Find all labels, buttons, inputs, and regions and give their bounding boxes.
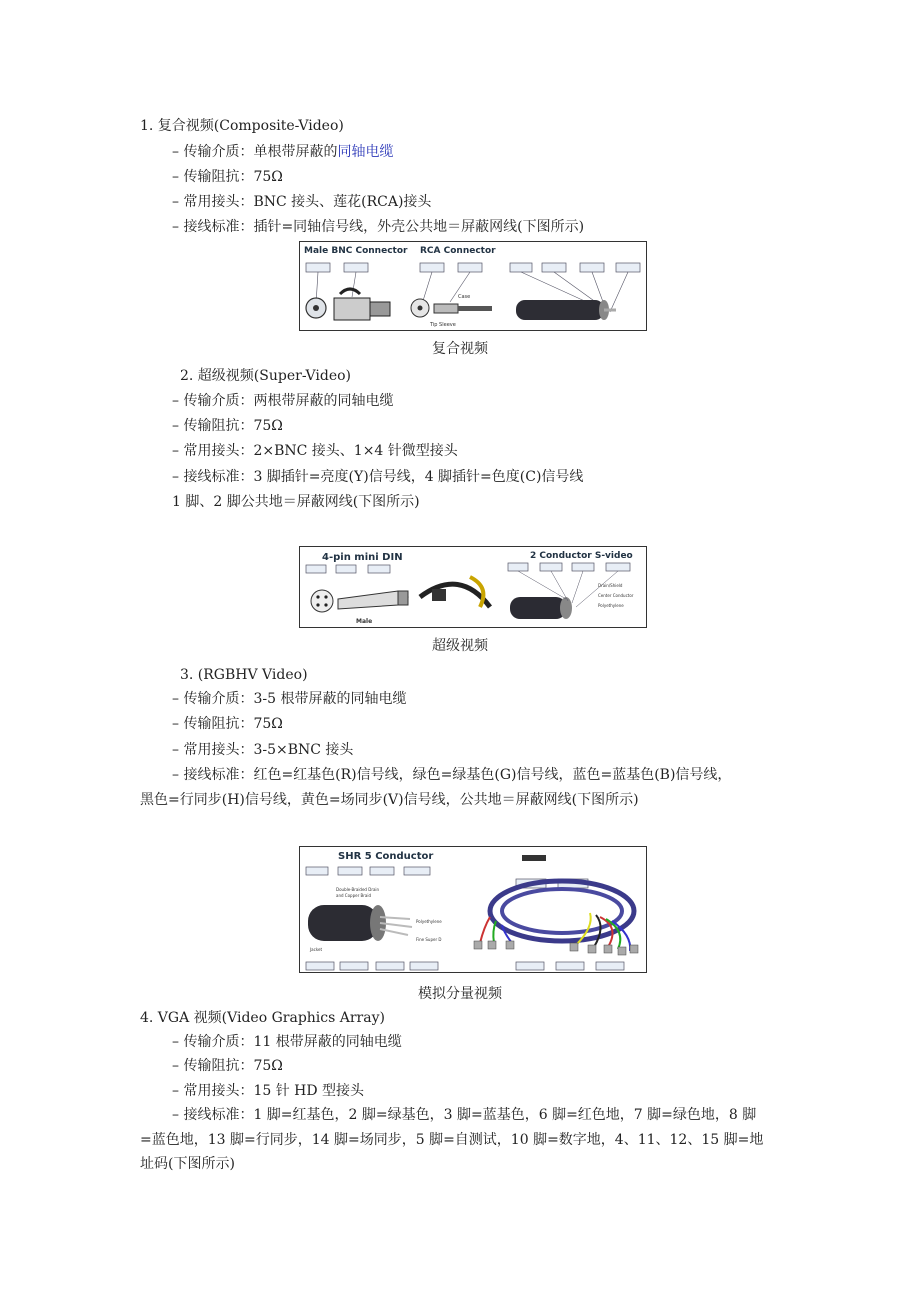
svg-text:Fine Super D: Fine Super D bbox=[416, 937, 442, 942]
svg-text:Jacket: Jacket bbox=[310, 947, 323, 952]
composite-video-figure bbox=[299, 241, 647, 331]
section-4-wiring-end: 址码(下图所示) bbox=[140, 1156, 235, 1172]
section-4-connectors: – 常用接头：15 针 HD 型接头 bbox=[172, 1083, 365, 1099]
s-video-figure bbox=[299, 546, 647, 628]
coax-cable-link[interactable]: 同轴电缆 bbox=[337, 144, 394, 160]
section-2-wiring: – 接线标准：3 脚插针=亮度(Y)信号线，4 脚插针=色度(C)信号线 bbox=[172, 469, 584, 485]
svg-text:Drain/Shield: Drain/Shield bbox=[598, 583, 623, 588]
section-1-wiring: – 接线标准：插针=同轴信号线，外壳公共地＝屏蔽网线(下图所示) bbox=[172, 219, 585, 235]
section-4-wiring: – 接线标准：1 脚=红基色，2 脚=绿基色，3 脚=蓝基色，6 脚=红色地，7 脚=绿色地，8 脚 bbox=[172, 1107, 757, 1123]
svg-text:and Copper Braid: and Copper Braid bbox=[336, 893, 371, 898]
section-4-wiring-cont: =蓝色地，13 脚=行同步，14 脚=场同步，5 脚=自测试，10 脚=数字地，4、11、12、15 脚=地 bbox=[140, 1132, 764, 1148]
svg-text:Polyethylene: Polyethylene bbox=[598, 603, 624, 608]
section-1-connectors: – 常用接头：BNC 接头、莲花(RCA)接头 bbox=[172, 194, 432, 210]
section-1-medium-text: – 传输介质：单根带屏蔽的 bbox=[172, 144, 338, 160]
fig1-title-right: RCA Connector bbox=[420, 246, 496, 256]
fig3-caption: 模拟分量视频 bbox=[418, 986, 502, 1002]
section-3-wiring: – 接线标准：红色=红基色(R)信号线，绿色=绿基色(G)信号线，蓝色=蓝基色(B)信号线， bbox=[172, 767, 732, 783]
section-1-heading: 1. 复合视频(Composite-Video) bbox=[140, 118, 344, 134]
section-3-connectors: – 常用接头：3-5×BNC 接头 bbox=[172, 742, 354, 758]
section-3-heading: 3. (RGBHV Video) bbox=[180, 667, 308, 683]
section-1-impedance: – 传输阻抗：75Ω bbox=[172, 169, 283, 185]
svg-text:Center Conductor: Center Conductor bbox=[598, 593, 634, 598]
svg-text:Double-Braided Drain: Double-Braided Drain bbox=[336, 887, 380, 892]
section-2-wiring-cont: 1 脚、2 脚公共地＝屏蔽网线(下图所示) bbox=[172, 494, 420, 510]
section-2-impedance: – 传输阻抗：75Ω bbox=[172, 418, 283, 434]
fig2-caption: 超级视频 bbox=[432, 638, 488, 654]
fig1-title-left: Male BNC Connector bbox=[304, 246, 408, 256]
section-2-connectors: – 常用接头：2×BNC 接头、1×4 针微型接头 bbox=[172, 443, 458, 459]
fig2-title-left: 4-pin mini DIN bbox=[322, 552, 403, 563]
svg-text:Polyethylene: Polyethylene bbox=[416, 919, 442, 924]
svg-text:Tip Sleeve: Tip Sleeve bbox=[430, 322, 456, 328]
fig3-title: SHR 5 Conductor bbox=[338, 851, 434, 862]
section-4-heading: 4. VGA 视频(Video Graphics Array) bbox=[140, 1010, 385, 1026]
svg-text:Case: Case bbox=[458, 294, 471, 300]
fig2-title-right: 2 Conductor S-video bbox=[530, 551, 633, 561]
section-3-wiring-cont: 黑色=行同步(H)信号线，黄色=场同步(V)信号线，公共地＝屏蔽网线(下图所示) bbox=[140, 792, 639, 808]
section-2-medium: – 传输介质：两根带屏蔽的同轴电缆 bbox=[172, 393, 394, 409]
section-1-medium bbox=[172, 142, 393, 162]
section-3-medium: – 传输介质：3-5 根带屏蔽的同轴电缆 bbox=[172, 691, 407, 707]
fig1-caption: 复合视频 bbox=[432, 341, 488, 357]
section-3-impedance: – 传输阻抗：75Ω bbox=[172, 716, 283, 732]
section-4-impedance: – 传输阻抗：75Ω bbox=[172, 1058, 283, 1074]
section-2-heading: 2. 超级视频(Super-Video) bbox=[180, 368, 352, 384]
rgbhv-figure bbox=[299, 846, 647, 973]
section-4-medium: – 传输介质：11 根带屏蔽的同轴电缆 bbox=[172, 1034, 402, 1050]
fig2-male-label: Male bbox=[356, 618, 373, 625]
